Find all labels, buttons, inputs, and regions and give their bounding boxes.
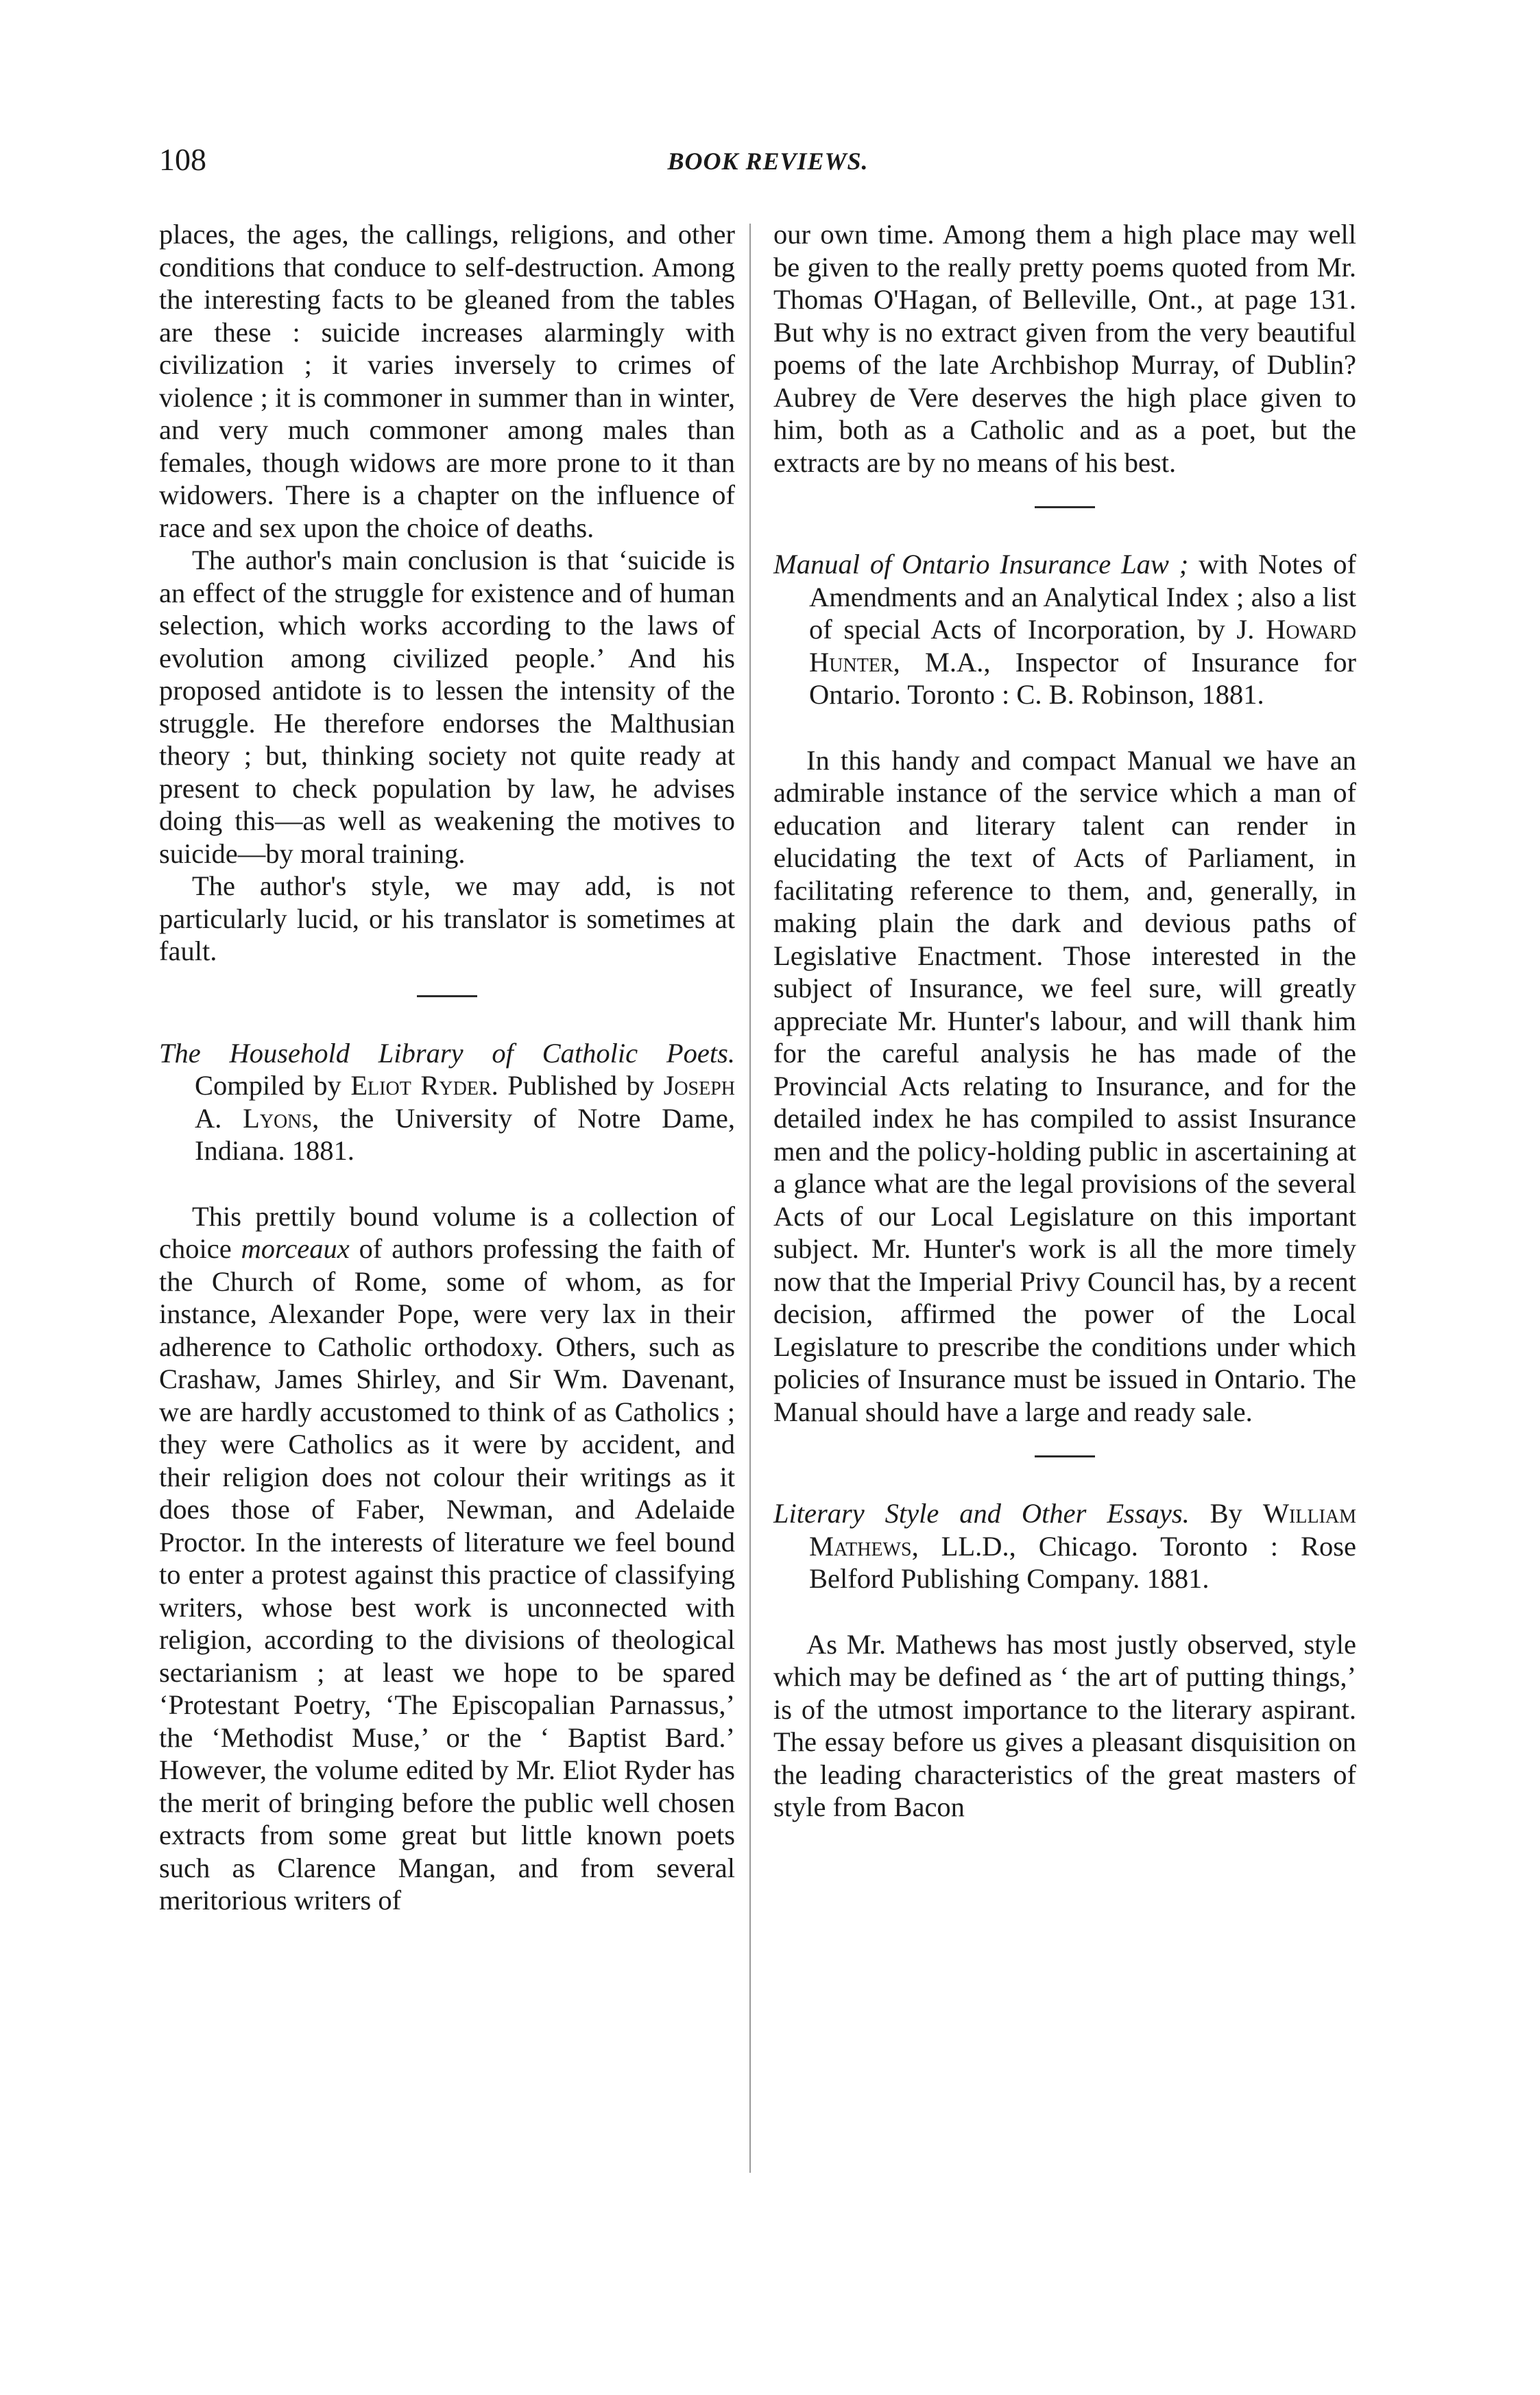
book-title: Manual of Ontario Insurance Law ; (773, 549, 1189, 580)
style-paragraph: The author's style, we may add, is not particularly lucid, or his translator is sometimes at fault. (159, 870, 735, 966)
published-by-text: . Published by (491, 1070, 655, 1101)
right-column (773, 218, 1356, 1824)
book-title: Literary Style and Other Essays. (773, 1498, 1190, 1529)
spacer (773, 1595, 1356, 1628)
book-details: with Notes of Amendments and an Analytical Index ; also a list of special Acts of Incorporation, by J. (809, 549, 1356, 645)
review-heading-insurance-manual (773, 548, 1356, 711)
column-divider (749, 224, 751, 2173)
author-name: Howard Hunter (809, 614, 1356, 678)
continued-paragraph: places, the ages, the callings, religions, and other conditions that conduce to self-destruction. Among the interesting facts to be gleaned from the tables are these : suicide increases alarmingly with civilization ; it varies inversely to crimes of violence ; it is commoner in summer than in winter, and very much commoner among males than females, though widows are more prone to it than widowers. There is a chapter on the influence of race and sex upon the choice of deaths. (159, 219, 735, 543)
running-title: BOOK REVIEWS. (667, 147, 869, 175)
continued-paragraph: our own time. Among them a high place may well be given to the really pretty poems quoted from Mr. Thomas O'Hagan, of Belleville, Ont., at page 131. But why is no extract given from the very beautiful poems of the late Archbishop Murray, of Dublin? Aubrey de Vere deserves the high place given to him, both as a Catholic and as a poet, but the extracts are by no means of his best. (773, 219, 1356, 478)
publisher-name: Joseph A. Lyons (195, 1070, 736, 1134)
spacer (159, 1167, 735, 1200)
review-body-literary-style: As Mr. Mathews has most justly observed, style which may be defined as ‘ the art of putting things,’ is of the utmost importance to the literary aspirant. The essay before us gives a pleasant disquisition on the leading characteristics of the great masters of style from Bacon (773, 1628, 1356, 1822)
body-text: This prettily bound volume is a collection of choice (159, 1200, 735, 1264)
book-details: , M.A., Inspector of Insurance for Ontario. Toronto : C. B. Robinson, 1881. (809, 646, 1356, 710)
compiled-by-text: Compiled by (195, 1070, 341, 1101)
author-name: William Mathews (809, 1498, 1357, 1562)
spacer (773, 711, 1356, 744)
italic-term: morceaux (241, 1233, 350, 1264)
review-body-insurance-manual: In this handy and compact Manual we have an admirable instance of the service which a man of education and literary talent can render in elucidating the text of Acts of Parliament, in facilitating reference to them, and, generally, in making plain the dark and devious paths of Legislative Enactment. Those interested in the subject of Insurance, we feel sure, will greatly appreciate Mr. Hunter's labour, and will thank him for the careful analysis he has made of the Provincial Acts relating to Insurance, and for the detailed index he has compiled to assist Insurance men and the policy-holding public in ascertaining at a glance what are the legal provisions of the several Acts of our Local Legislature on this important subject. Mr. Hunter's work is all the more timely now that the Imperial Privy Council has, by a recent decision, affirmed the power of the Local Legislature to prescribe the conditions under which policies of Insurance must be issued in Ontario. The Manual should have a large and ready sale. (773, 744, 1356, 1427)
conclusion-paragraph: The author's main conclusion is that ‘suicide is an effect of the struggle for existence and of human selection, which works according to the laws of evolution among civilized people.’ And his proposed antidote is to lessen the intensity of the struggle. He therefore endorses the Malthusian theory ; but, thinking society not quite ready at present to check population by law, he advises doing this—as well as weakening the motives to suicide—by moral training. (159, 545, 735, 869)
review-heading-literary-style (773, 1497, 1356, 1595)
review-body-catholic-poets (159, 1200, 735, 1917)
review-heading-catholic-poets (159, 1037, 735, 1167)
section-separator (1035, 1455, 1095, 1457)
page-number: 108 (159, 142, 206, 177)
by-text: By (1210, 1498, 1242, 1529)
body-text: of authors professing the faith of the Church of Rome, some of whom, as for instance, Alexander Pope, were very lax in their adherence to Catholic orthodoxy. Others, such as Crashaw, James Shirley, and Sir Wm. Davenant, we are hardly accustomed to think of as Catholics ; they were Catholics as it were by accident, and their religion does not colour their writings as it does those of Faber, Newman, and Adelaide Proctor. In the interests of literature we feel bound to enter a protest against this practice of classifying writers, whose best work is unconnected with religion, according to the divisions of theological sectarianism ; at least we hope to be spared ‘Protestant Poetry, ‘The Episcopalian Parnassus,’ the ‘Methodist Muse,’ or the ‘ Baptist Bard.’ However, the volume edited by Mr. Eliot Ryder has the merit of bringing before the public well chosen extracts from some great but little known poets such as Clarence Mangan, and from several meritorious writers of (159, 1233, 735, 1916)
book-details: , LL.D., Chicago. Toronto : Rose Belford Publishing Company. 1881. (809, 1530, 1356, 1594)
section-separator (417, 995, 477, 997)
imprint-text: , the University of Notre Dame, Indiana. 1881. (195, 1102, 735, 1166)
left-column (159, 218, 735, 1917)
book-title: The Household Library of Catholic Poets. (159, 1037, 735, 1069)
compiler-name: Eliot Ryder (350, 1070, 492, 1101)
section-separator (1035, 506, 1095, 508)
